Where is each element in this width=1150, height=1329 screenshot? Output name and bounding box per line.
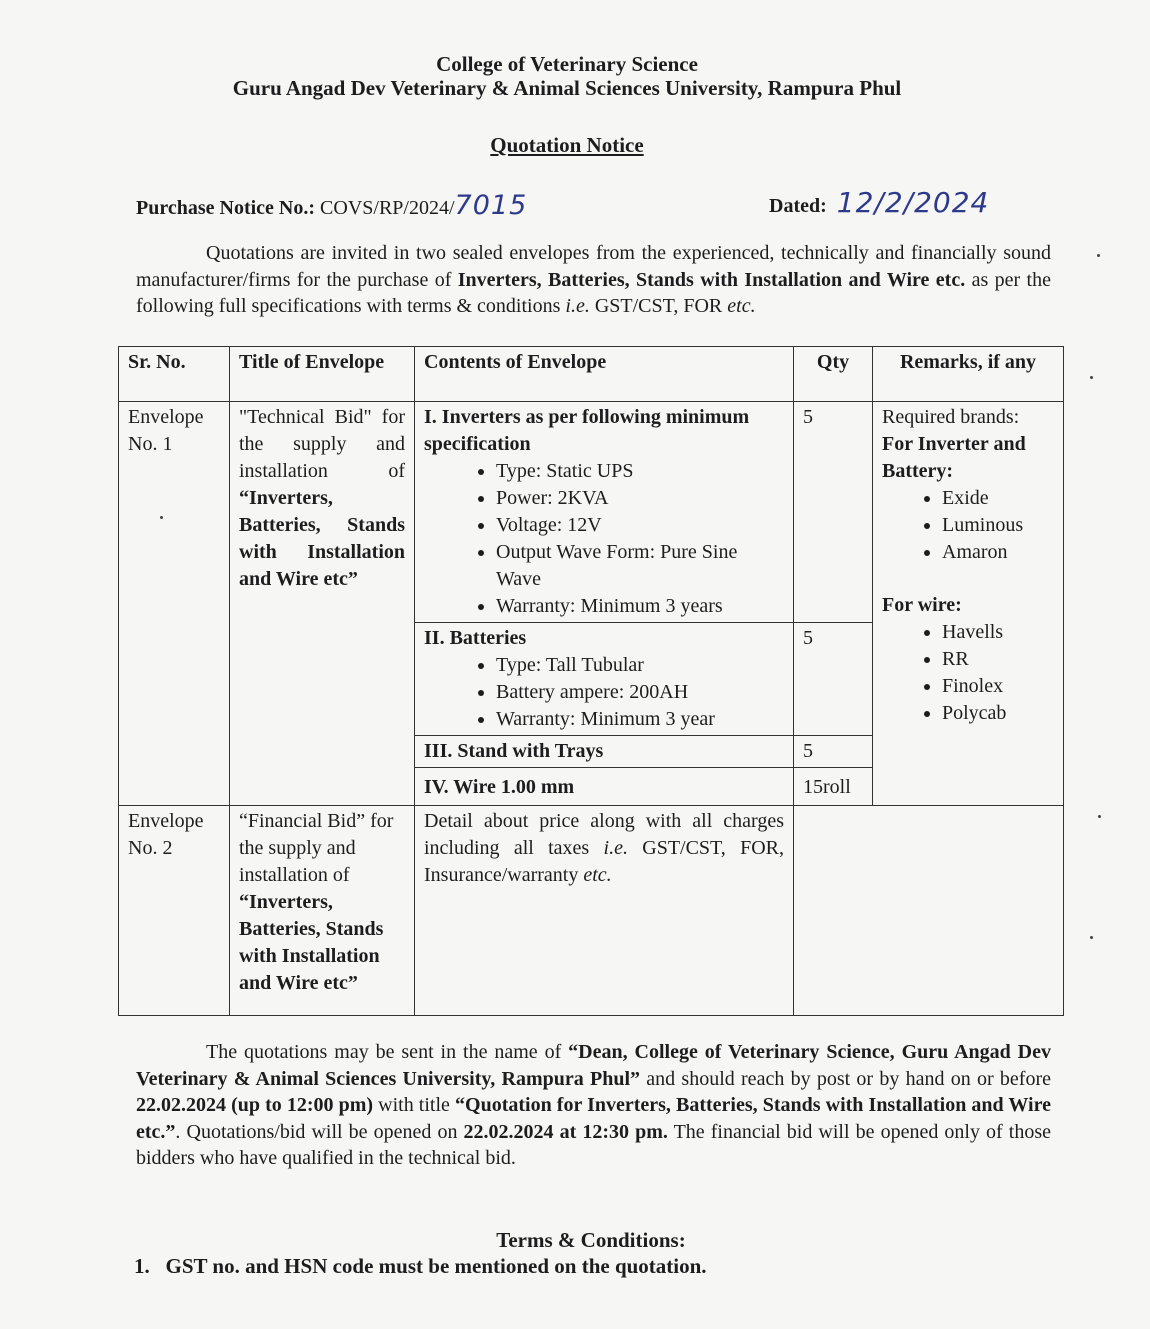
- table-row: [119, 806, 1064, 1016]
- intro-text-1: Quotations are invited in two sealed envelopes from the experienced, technically and financially sound manufacturer/firms for the purchase of: [136, 242, 1051, 291]
- remarks-inverter-heading: For Inverter and Battery:: [882, 433, 1026, 482]
- terms-heading: Terms & Conditions:: [496, 1228, 686, 1252]
- scan-speck: [1090, 376, 1093, 379]
- intro-bold: Inverters, Batteries, Stands with Installation and Wire etc.: [457, 268, 966, 291]
- intro-text-3: GST/CST, FOR: [589, 295, 728, 317]
- scan-speck: [1090, 936, 1093, 939]
- closing-text-1: The quotations may be sent in the name of: [206, 1041, 569, 1063]
- university-name: Guru Angad Dev Veterinary & Animal Sciences University, Rampura Phul: [232, 76, 902, 100]
- brand-item: • Exide: [942, 485, 1054, 512]
- terms-item-text: GST no. and HSN code must be mentioned on the quotation.: [165, 1254, 707, 1278]
- brand-item: • Finolex: [942, 673, 1054, 700]
- purchase-number: COVS/RP/2024/: [320, 197, 455, 219]
- purchase-notice-number: [136, 190, 527, 221]
- remarks-cell: [873, 402, 1064, 806]
- remarks-wire-heading: For wire:: [882, 594, 962, 616]
- scan-speck: [1097, 254, 1100, 257]
- item-heading: IV. Wire 1.00 mm: [424, 776, 575, 798]
- intro-italic: i.e.: [565, 295, 590, 317]
- env2-contents-plain: Detail about price along with all charges including all taxes: [424, 810, 784, 859]
- header-qty: Qty: [794, 347, 873, 402]
- qty-cell: 5: [794, 402, 873, 623]
- spec-item: • Type: Static UPS: [496, 458, 784, 485]
- env2-title-bold: “Inverters, Batteries, Stands with Installation and Wire etc”: [239, 891, 384, 994]
- brand-item: • Luminous: [942, 512, 1054, 539]
- env1-title: [230, 402, 415, 806]
- spec-item: • Battery ampere: 200AH: [496, 679, 784, 706]
- env2-sr: Envelope No. 2: [119, 806, 230, 1016]
- env1-sr: Envelope No. 1: [119, 402, 230, 806]
- intro-paragraph: [136, 240, 1051, 320]
- closing-text-5: The financial bid will be opened only of those bidders who have qualified in the technical bid.: [136, 1120, 1051, 1169]
- closing-text-3: with title: [373, 1094, 456, 1116]
- dated-label: Dated:: [769, 195, 827, 217]
- closing-text-2: and should reach by post or by hand on or before: [640, 1067, 1052, 1090]
- spec-item: • Output Wave Form: Pure Sine Wave: [496, 539, 784, 593]
- quotation-table: [118, 346, 1064, 1016]
- terms-item-number: 1.: [134, 1254, 150, 1278]
- brand-item: • Polycab: [942, 700, 1054, 727]
- notice-title: Quotation Notice: [490, 133, 644, 157]
- item-inverters: [415, 402, 794, 623]
- header-title: Title of Envelope: [230, 347, 415, 402]
- spec-item: • Type: Tall Tubular: [496, 652, 784, 679]
- header-remarks: Remarks, if any: [873, 347, 1064, 402]
- item-stand: [415, 736, 794, 768]
- spec-item: • Power: 2KVA: [496, 485, 784, 512]
- item-batteries: [415, 623, 794, 736]
- env1-title-plain: "Technical Bid" for the supply and installation of: [239, 406, 405, 482]
- closing-bold-2: 22.02.2024 (up to 12:00 pm): [136, 1094, 374, 1116]
- header-contents: Contents of Envelope: [415, 347, 794, 402]
- dated: [769, 186, 989, 219]
- purchase-label: Purchase Notice No.:: [136, 197, 316, 219]
- table-header-row: [119, 347, 1064, 402]
- env2-title: [230, 806, 415, 1016]
- handwritten-number: 7015: [454, 190, 528, 221]
- qty-cell: 5: [794, 736, 873, 768]
- qty-cell: 5: [794, 623, 873, 736]
- env2-contents-italic-2: etc.: [583, 864, 612, 886]
- qty-cell: 15roll: [794, 768, 873, 806]
- item-wire: [415, 768, 794, 806]
- env2-contents-plain-2: GST/CST, FOR, Insurance/warranty: [424, 837, 784, 886]
- college-name: College of Veterinary Science: [436, 52, 698, 76]
- terms-item-1: [134, 1254, 707, 1279]
- brand-item: • Havells: [942, 619, 1054, 646]
- item-heading: II. Batteries: [424, 627, 527, 649]
- env2-empty: [794, 806, 1064, 1016]
- spec-item: • Warranty: Minimum 3 years: [496, 593, 784, 620]
- handwritten-date: 12/2/2024: [836, 186, 990, 219]
- brand-item: • Amaron: [942, 539, 1054, 566]
- env2-contents: [415, 806, 794, 1016]
- intro-italic-2: etc.: [727, 295, 756, 317]
- closing-bold-1: “Dean, College of Veterinary Science, Guru Angad Dev Veterinary & Animal Sciences University, Rampura Phul”: [136, 1041, 1051, 1090]
- env2-title-plain: “Financial Bid” for the supply and installation of: [239, 810, 394, 886]
- brand-item: • RR: [942, 646, 1054, 673]
- closing-paragraph: [136, 1039, 1051, 1172]
- scan-speck: [160, 516, 163, 519]
- item-heading: III. Stand with Trays: [424, 740, 604, 762]
- intro-text-2: as per the following full specifications with terms & conditions: [136, 268, 1051, 317]
- table-row: [119, 402, 1064, 623]
- env1-title-bold: “Inverters, Batteries, Stands with Installation and Wire etc”: [239, 487, 405, 590]
- spec-item: • Voltage: 12V: [496, 512, 784, 539]
- closing-bold-4: 22.02.2024 at 12:30 pm.: [463, 1120, 668, 1143]
- closing-text-4: . Quotations/bid will be opened on: [175, 1120, 464, 1143]
- remarks-intro: Required brands:: [882, 406, 1020, 428]
- item-heading: I. Inverters as per following minimum specification: [424, 406, 750, 455]
- header-sr: Sr. No.: [119, 347, 230, 402]
- spec-item: • Warranty: Minimum 3 year: [496, 706, 784, 733]
- env2-contents-italic: i.e.: [603, 837, 628, 859]
- closing-bold-3: “Quotation for Inverters, Batteries, Stands with Installation and Wire etc.”: [136, 1094, 1051, 1143]
- scan-speck: [1098, 815, 1101, 818]
